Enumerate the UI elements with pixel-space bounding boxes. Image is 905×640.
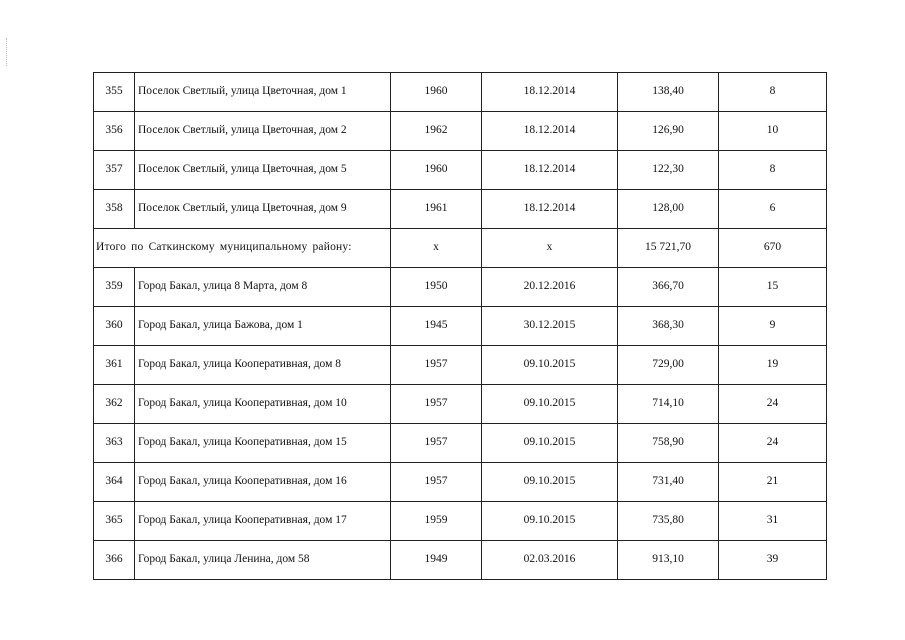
table-row <box>94 112 827 151</box>
table-row <box>94 502 827 541</box>
row-address: Город Бакал, улица Ленина, дом 58 <box>135 541 391 580</box>
row-year: 1960 <box>391 151 482 190</box>
table-row <box>94 307 827 346</box>
row-address: Город Бакал, улица Кооперативная, дом 10 <box>135 385 391 424</box>
row-area: 122,30 <box>618 151 719 190</box>
row-count: 8 <box>719 151 827 190</box>
row-area: 138,40 <box>618 73 719 112</box>
row-number: 356 <box>94 112 135 151</box>
table-row <box>94 424 827 463</box>
row-address: Город Бакал, улица Кооперативная, дом 15 <box>135 424 391 463</box>
row-year: 1950 <box>391 268 482 307</box>
row-number: 362 <box>94 385 135 424</box>
row-count: 24 <box>719 424 827 463</box>
row-address: Город Бакал, улица Бажова, дом 1 <box>135 307 391 346</box>
table-row <box>94 268 827 307</box>
row-area: 128,00 <box>618 190 719 229</box>
row-address: Город Бакал, улица Кооперативная, дом 16 <box>135 463 391 502</box>
row-number: 365 <box>94 502 135 541</box>
row-number: 359 <box>94 268 135 307</box>
table-row <box>94 151 827 190</box>
table-row <box>94 541 827 580</box>
row-date: 20.12.2016 <box>482 268 618 307</box>
row-number: 355 <box>94 73 135 112</box>
row-number: 357 <box>94 151 135 190</box>
total-row <box>94 229 827 268</box>
row-number: 361 <box>94 346 135 385</box>
row-year: 1961 <box>391 190 482 229</box>
row-count: 21 <box>719 463 827 502</box>
row-count: 31 <box>719 502 827 541</box>
row-number: 363 <box>94 424 135 463</box>
row-area: 126,90 <box>618 112 719 151</box>
row-count: 24 <box>719 385 827 424</box>
row-count: 9 <box>719 307 827 346</box>
row-year: 1959 <box>391 502 482 541</box>
table-row <box>94 463 827 502</box>
row-date: 02.03.2016 <box>482 541 618 580</box>
total-date: х <box>482 229 618 268</box>
row-date: 09.10.2015 <box>482 346 618 385</box>
row-count: 19 <box>719 346 827 385</box>
row-date: 30.12.2015 <box>482 307 618 346</box>
row-date: 09.10.2015 <box>482 424 618 463</box>
housing-registry-table <box>93 72 827 580</box>
row-date: 18.12.2014 <box>482 112 618 151</box>
table-row <box>94 190 827 229</box>
total-label: Итого по Саткинскому муниципальному району: <box>94 229 391 268</box>
row-area: 731,40 <box>618 463 719 502</box>
row-year: 1945 <box>391 307 482 346</box>
row-date: 18.12.2014 <box>482 151 618 190</box>
table-row <box>94 73 827 112</box>
total-area: 15 721,70 <box>618 229 719 268</box>
row-area: 729,00 <box>618 346 719 385</box>
row-address: Поселок Светлый, улица Цветочная, дом 1 <box>135 73 391 112</box>
row-address: Город Бакал, улица Кооперативная, дом 17 <box>135 502 391 541</box>
row-count: 8 <box>719 73 827 112</box>
row-address: Город Бакал, улица Кооперативная, дом 8 <box>135 346 391 385</box>
row-count: 6 <box>719 190 827 229</box>
row-count: 10 <box>719 112 827 151</box>
row-address: Поселок Светлый, улица Цветочная, дом 2 <box>135 112 391 151</box>
row-year: 1957 <box>391 424 482 463</box>
row-year: 1962 <box>391 112 482 151</box>
row-area: 368,30 <box>618 307 719 346</box>
row-date: 18.12.2014 <box>482 73 618 112</box>
row-date: 18.12.2014 <box>482 190 618 229</box>
row-area: 735,80 <box>618 502 719 541</box>
table-row <box>94 385 827 424</box>
row-year: 1960 <box>391 73 482 112</box>
row-date: 09.10.2015 <box>482 385 618 424</box>
total-count: 670 <box>719 229 827 268</box>
row-area: 913,10 <box>618 541 719 580</box>
row-area: 714,10 <box>618 385 719 424</box>
row-number: 358 <box>94 190 135 229</box>
row-area: 366,70 <box>618 268 719 307</box>
row-year: 1957 <box>391 346 482 385</box>
margin-marks <box>6 38 9 66</box>
row-number: 360 <box>94 307 135 346</box>
row-date: 09.10.2015 <box>482 463 618 502</box>
row-count: 39 <box>719 541 827 580</box>
row-address: Поселок Светлый, улица Цветочная, дом 5 <box>135 151 391 190</box>
row-year: 1949 <box>391 541 482 580</box>
row-number: 366 <box>94 541 135 580</box>
row-area: 758,90 <box>618 424 719 463</box>
row-number: 364 <box>94 463 135 502</box>
row-address: Поселок Светлый, улица Цветочная, дом 9 <box>135 190 391 229</box>
row-year: 1957 <box>391 385 482 424</box>
table-row <box>94 346 827 385</box>
row-count: 15 <box>719 268 827 307</box>
row-year: 1957 <box>391 463 482 502</box>
total-year: х <box>391 229 482 268</box>
row-address: Город Бакал, улица 8 Марта, дом 8 <box>135 268 391 307</box>
row-date: 09.10.2015 <box>482 502 618 541</box>
